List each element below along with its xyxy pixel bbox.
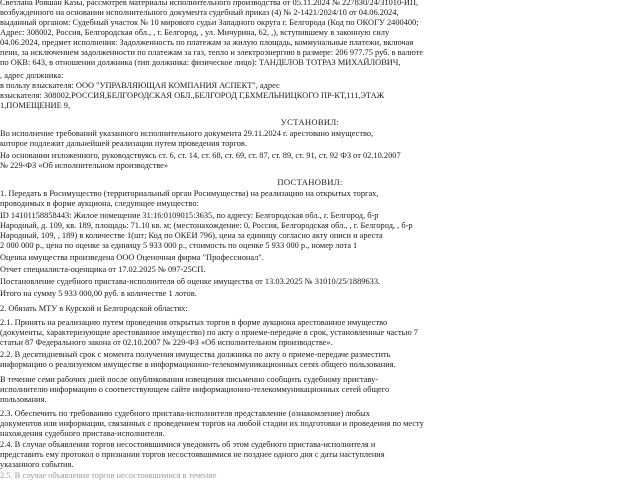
clause-2-2-line: информацию о реализуемом имуществе в информационно-телекоммуникационных сетях общего пользования.	[0, 360, 396, 369]
intro-line: Адрес: 308002, Россия, Белгородская обл., , г. Белгород, , ул. Мичурина, 62, ,), вступившему в законную силу	[0, 28, 390, 37]
property-line: Народный, 109, , 189) в количестве 1(шт; Код по ОКЕИ 796), цена за единицу согласно акту описи и ареста	[0, 231, 383, 240]
property-line: ID 14101158858443: Жилое помещение 31:16:0109015:3635, по адресу: Белгородская обл., г. Белгород, б-р	[0, 211, 379, 220]
valuation-line: Постановление судебного пристава-исполнителя об оценке имущества от 13.03.2025 № 31010/25/1889633.	[0, 277, 381, 286]
clause-2-4-line: представить ему протокол о признании торгов несостоявшимися не позднее одного дня с даты наступления	[0, 450, 385, 459]
clause-2-3-line: документов или информации, связанных с проведением торгов на любой стадии их подготовки и проведения по месту	[0, 419, 424, 428]
intro-line: 04.06.2024, предмет исполнения: Задолженность по платежам за жилую площадь, коммунальные платежи, включая	[0, 38, 414, 47]
clause-1-line: проводимых в форме аукциона, следующее имущество:	[0, 199, 199, 208]
property-line: 2 000 000 р., цена по оценке за единицу 5 933 000 р., стоимость по оценке 5 933 000 р., номер лота 1	[0, 241, 358, 250]
clause-2-5-line: 2.5. В случае объявления торгов несостоявшимися в течение	[0, 471, 217, 480]
intro-line: возбужденного на основании исполнительного документа судебный приказ (4) № 2-1421/2024/10 от 04.06.2024,	[0, 8, 399, 17]
intro-line: Светлана Рояшан Каэы, рассмотрев материалы исполнительного производства от 05.11.2024 № 227830/24/31010-ИП,	[0, 0, 419, 7]
clause-2-2-line: 2.2. В десятидневный срок с момента получения имущества должника по акту о приеме-передаче разместить	[0, 350, 391, 359]
clause-2-line: 2. Обязать МТУ в Курской и Белгородской областях:	[0, 304, 188, 313]
basis-line: На основании изложенного, руководствуясь ст. 6, ст. 14, ст. 68, ст. 69, ст. 87, ст. 89, ст. 91, ст. 92 ФЗ от 02.10.2007	[0, 151, 401, 160]
clause-1-line: 1. Передать в Росимущество (территориальный орган Росимущества) на реализацию на открытых торгах,	[0, 189, 379, 198]
clause-2-1-line: статьи 87 Федерального закона от 02.10.2007 № 229-ФЗ «Об исполнительном производстве».	[0, 338, 333, 347]
clause-2-4-line: указанного события.	[0, 460, 74, 469]
clause-2-3-line: 2.3. Обеспечить по требованию судебного пристава-исполнителя представление (ознакомление) любых	[0, 409, 370, 418]
clause-2-3-line: нахождения судебного пристава-исполнителя.	[0, 429, 165, 438]
intro-line: по ОКВ: 643, в отношении должника (тип должника: физическое лицо): ТАНДЕЛОВ ТОТРАЗ МИХАЙЛОВИЧ,	[0, 58, 401, 67]
clause-2-4-line: 2.4. В случае объявления торгов несостоявшимися уведомить об этом судебного пристава-исполнителя и	[0, 440, 376, 449]
property-line: Народный, д. 109, кв. 189, площадь: 71.10 кв. м; (местонахождение: 0, Россия, Белгородская обл., , г. Белгород, , б-р	[0, 221, 413, 230]
intro-line: 1,ПОМЕЩЕНИЕ 9,	[0, 101, 71, 110]
notice-line: исполнителю информацию о соответствующем сайте информационно-телекоммуникационных сетей общего	[0, 385, 390, 394]
established-line: Во исполнение требований указанного исполнительного документа 29.11.2024 г. арестовано имущество,	[0, 129, 374, 138]
valuation-line: Итого на сумму 5 933 000,00 руб. в количестве 1 лотов.	[0, 289, 197, 298]
clause-2-1-line: 2.1. Принять на реализацию путем проведения открытых торгов в форме аукциона арестованное имущество	[0, 318, 388, 327]
intro-line: выданный органом: Судебный участок № 10 мирового судьи Западного округа г. Белгорода (Код по ОКОГУ 2400400;	[0, 18, 419, 27]
intro-line: взыскателя: 308002,РОССИЯ,БЕЛГОРОДСКАЯ ОБЛ.,БЕЛГОРОД Г,БХМЕЛЬНИЦКОГО ПР-КТ,111,ЭТАЖ	[0, 91, 385, 100]
valuation-line: Отчет специалиста-оценщика от 17.02.2025 № 097-25СП.	[0, 265, 206, 274]
resolved-heading: ПОСТАНОВИЛ:	[277, 177, 343, 187]
notice-line: пользования.	[0, 395, 47, 404]
valuation-line: Оценка имущества произведена ООО Оценочная фирма "Профессионал".	[0, 253, 264, 262]
intro-line: пени, за исключением задолженности по платежам за газ, тепло и электроэнергию в размере: 206 977.75 руб. в валюте	[0, 48, 424, 57]
intro-line: в пользу взыскателя: ООО "УПРАВЛЯЮЩАЯ КОМПАНИЯ АСПЕКТ", адрес	[0, 81, 280, 90]
basis-line: № 229-ФЗ «Об исполнительном производстве»	[0, 161, 169, 170]
notice-line: В течение семи рабочих дней после опубликования извещения письменно сообщить судебному приставу-	[0, 375, 379, 384]
established-line: которое подлежит дальнейшей реализации путем проведения торгов.	[0, 139, 247, 148]
intro-line: , адрес должника:	[0, 71, 64, 80]
established-heading: УСТАНОВИЛ:	[280, 117, 340, 127]
clause-2-1-line: (документы, характеризующие арестованное имущество) по акту о приеме-передаче в срок, установленные частью 7	[0, 328, 418, 337]
